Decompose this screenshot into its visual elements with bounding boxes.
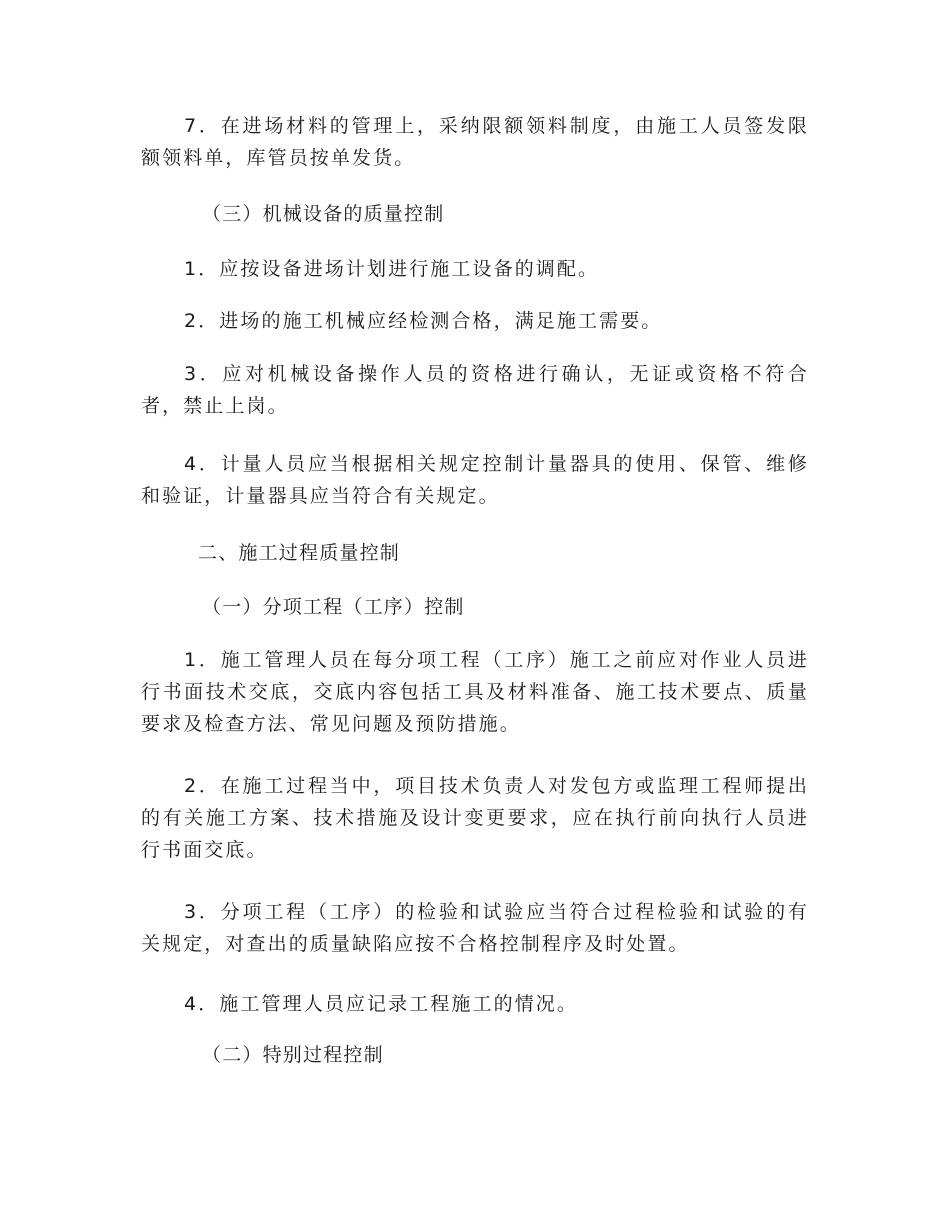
- paragraph-materials-7: 7．在进场材料的管理上，采纳限额领料制度，由施工人员签发限额领料单，库管员按单发货。: [141, 115, 809, 169]
- paragraph-subitem-1: 1．施工管理人员在每分项工程（工序）施工之前应对作业人员进行书面技术交底，交底内容包括工具及材料准备、施工技术要点、质量要求及检查方法、常见问题及预防措施。: [141, 649, 809, 735]
- paragraph-subitem-4: 4．施工管理人员应记录工程施工的情况。: [184, 993, 578, 1015]
- paragraph-machinery-3: 3．应对机械设备操作人员的资格进行确认，无证或资格不符合者，禁止上岗。: [141, 363, 809, 417]
- paragraph-subitem-3: 3．分项工程（工序）的检验和试验应当符合过程检验和试验的有关规定，对查出的质量缺陷应按不合格控制程序及时处置。: [141, 901, 809, 955]
- paragraph-machinery-1: 1．应按设备进场计划进行施工设备的调配。: [184, 258, 600, 280]
- paragraph-subitem-2: 2．在施工过程当中，项目技术负责人对发包方或监理工程师提出的有关施工方案、技术措施及设计变更要求，应在执行前向执行人员进行书面交底。: [141, 775, 809, 861]
- section-heading-special: （二）特别过程控制: [202, 1044, 384, 1066]
- paragraph-machinery-4: 4．计量人员应当根据相关规定控制计量器具的使用、保管、维修和验证，计量器具应当符合有关规定。: [141, 453, 809, 507]
- section-heading-subitem: （一）分项工程（工序）控制: [202, 596, 465, 618]
- section-heading-machinery: （三）机械设备的质量控制: [202, 203, 445, 225]
- paragraph-machinery-2: 2．进场的施工机械应经检测合格，满足施工需要。: [184, 310, 663, 332]
- chapter-heading-process: 二、施工过程质量控制: [198, 542, 401, 564]
